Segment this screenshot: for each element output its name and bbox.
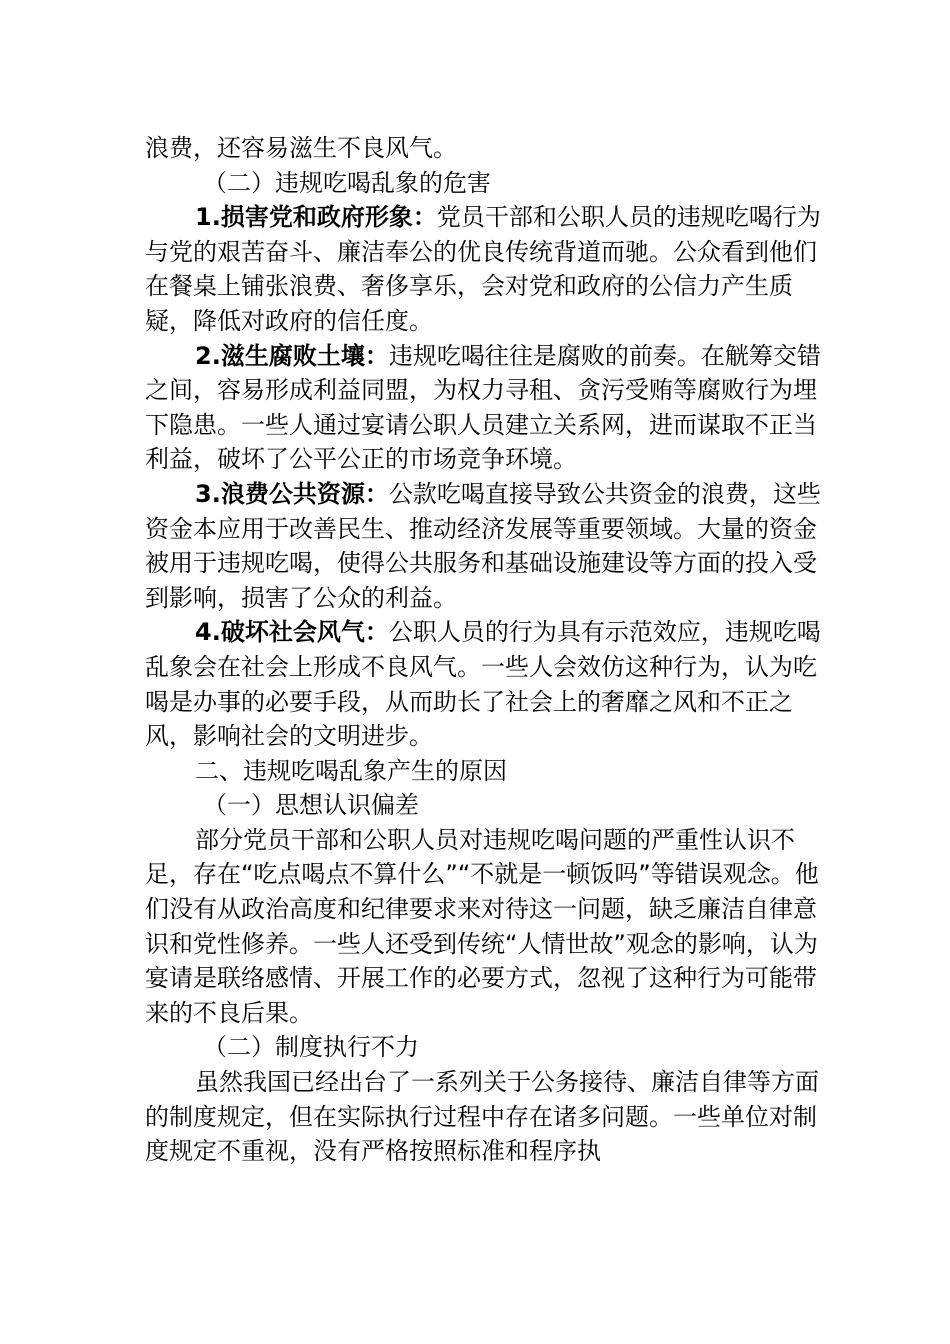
paragraph-lead: 3.浪费公共资源： xyxy=(195,479,389,508)
section-subheading-cause-1: （一）思想认识偏差 xyxy=(203,791,419,820)
paragraph-lead: 4.破坏社会风气： xyxy=(195,618,389,647)
paragraph-text: 公款吃喝直接导致公共资金的浪费，这些资金本应用于改善民生、推动经济发展等重要领域。大量的资金被用于违规吃喝，使得公共服务和基础设施建设等方面的投入受到影响，损害了公众的利益。 xyxy=(145,479,821,612)
document-body xyxy=(145,131,835,1169)
paragraph-text: 党员干部和公职人员的违规吃喝行为与党的艰苦奋斗、廉洁奉公的优良传统背道而驰。公众看到他们在餐桌上铺张浪费、奢侈享乐，会对党和政府的公信力产生质疑，降低对政府的信任度。 xyxy=(145,203,821,335)
paragraph-harm-4 xyxy=(145,615,835,753)
paragraph-cause-2: 虽然我国已经出台了一系列关于公务接待、廉洁自律等方面的制度规定，但在实际执行过程中存在诸多问题。一些单位对制度规定不重视，没有严格按照标准和程序执 xyxy=(145,1068,819,1166)
section-heading-causes: 二、违规吃喝乱象产生的原因 xyxy=(195,756,507,785)
section-subheading-cause-2: （二）制度执行不力 xyxy=(203,1033,419,1062)
paragraph-lead: 1.损害党和政府形象： xyxy=(195,203,437,232)
paragraph-text: 公职人员的行为具有示范效应，违规吃喝乱象会在社会上形成不良风气。一些人会效仿这种行为，认为吃喝是办事的必要手段，从而助长了社会上的奢靡之风和不正之风，影响社会的文明进步。 xyxy=(145,618,821,751)
paragraph-cause-1: 部分党员干部和公职人员对违规吃喝问题的严重性认识不足，存在“吃点喝点不算什么”“不就是一顿饭吗”等错误观念。他们没有从政治高度和纪律要求来对待这一问题，缺乏廉洁自律意识和党性修养。一些人还受到传统“人情世故”观念的影响，认为宴请是联络感情、开展工作的必要方式，忽视了这种行为可能带来的不良后果。 xyxy=(145,825,819,1027)
section-subheading-harms: （二）违规吃喝乱象的危害 xyxy=(203,168,491,197)
paragraph-continuation: 浪费，还容易滋生不良风气。 xyxy=(145,134,457,162)
paragraph-lead: 2.滋生腐败土壤： xyxy=(195,341,389,370)
paragraph-text: 违规吃喝往往是腐败的前奏。在觥筹交错之间，容易形成利益同盟，为权力寻租、贪污受贿等腐败行为埋下隐患。一些人通过宴请公职人员建立关系网，进而谋取不正当利益，破坏了公平公正的市场竞争环境。 xyxy=(145,341,821,474)
paragraph-harm-3 xyxy=(145,477,835,615)
paragraph-harm-2 xyxy=(145,339,835,477)
paragraph-harm-1 xyxy=(145,200,835,338)
